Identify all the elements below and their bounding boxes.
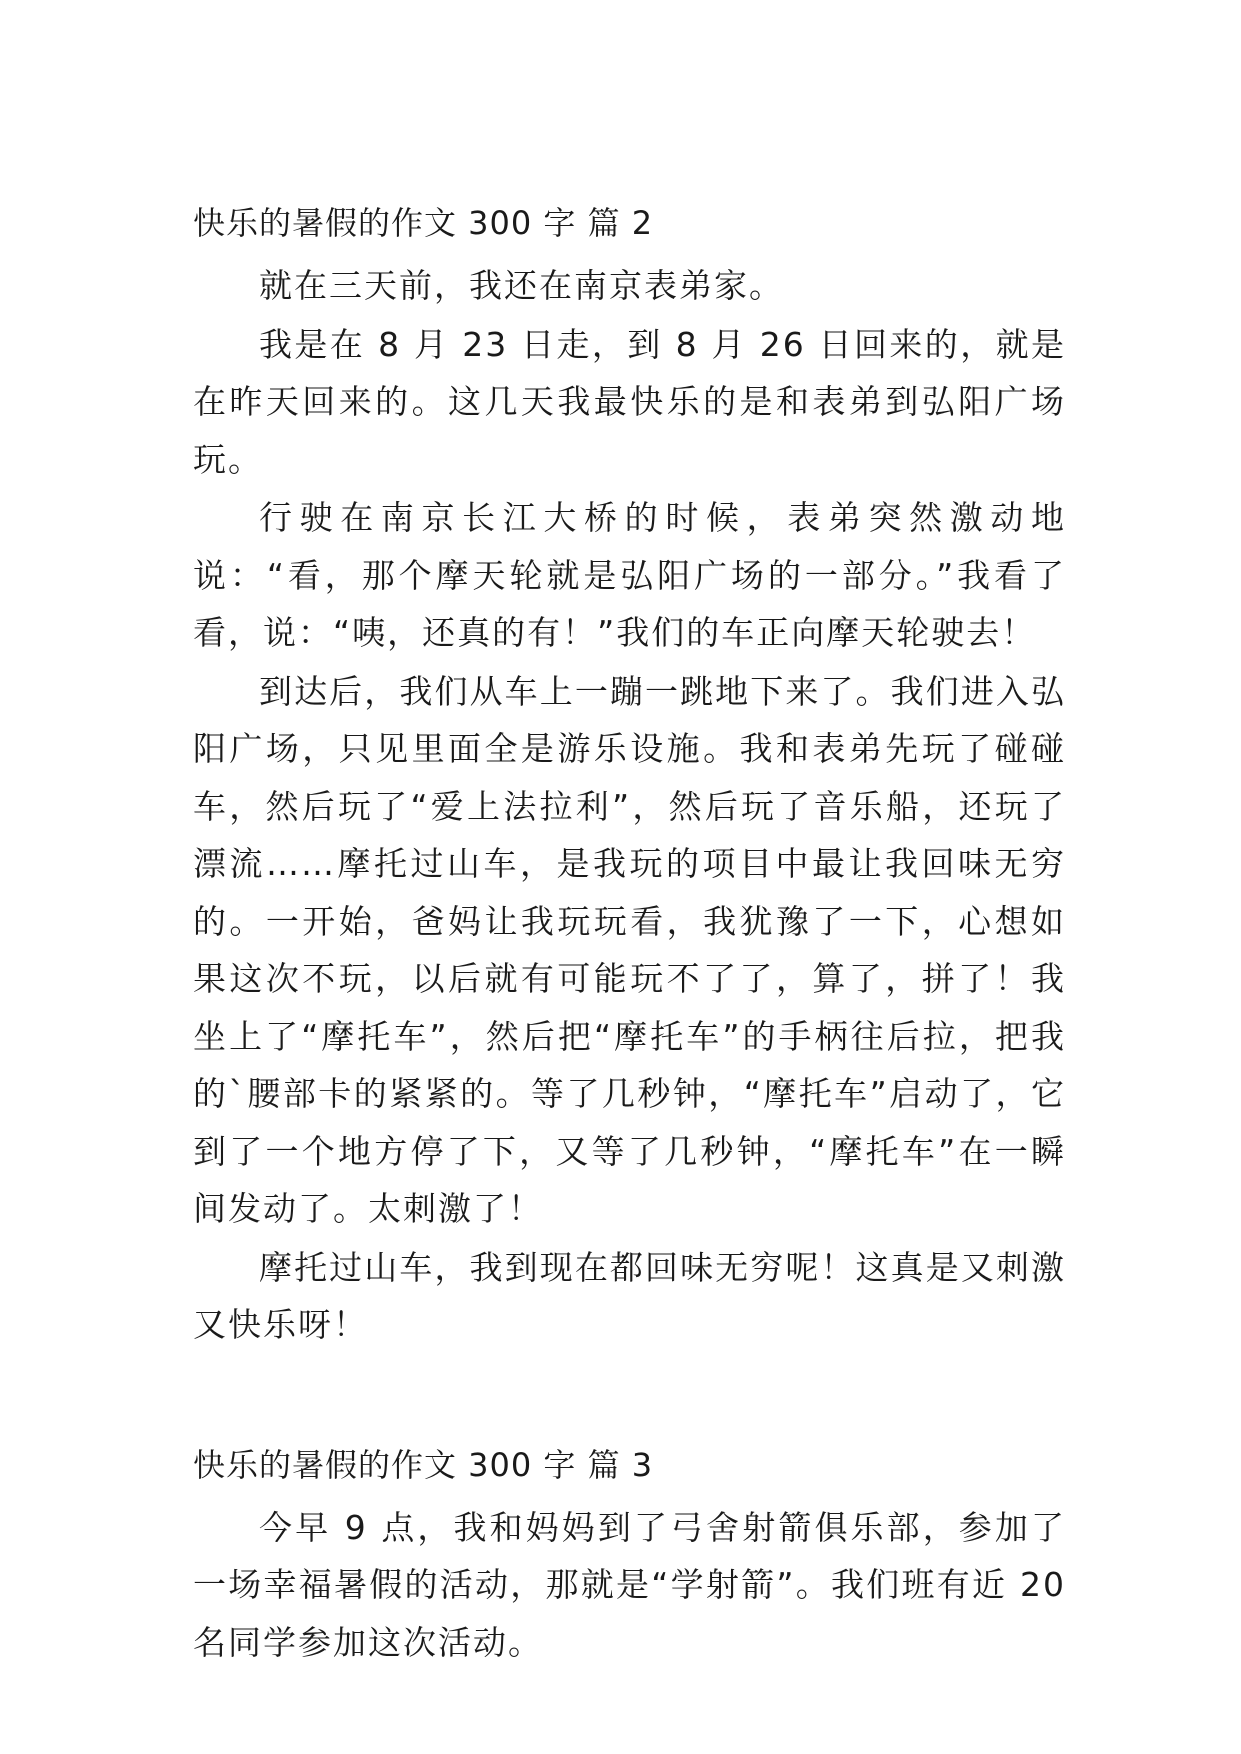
document-body: [193, 195, 1066, 1672]
section-heading: 快乐的暑假的作文 300 字 篇 3: [193, 1445, 654, 1484]
section-spacer: [193, 1355, 1066, 1437]
paragraph: 就在三天前，我还在南京表弟家。: [259, 266, 784, 305]
paragraph: 到达后，我们从车上一蹦一跳地下来了。我们进入弘阳广场，只见里面全是游乐设施。我和表弟先玩了碰碰车，然后玩了“爱上法拉利”，然后玩了音乐船，还玩了漂流……摩托过山车，是我玩的项目中最让我回味无穷的。一开始，爸妈让我玩玩看，我犹豫了一下，心想如果这次不玩，以后就有可能玩不了了，算了，拼了！我坐上了“摩托车”，然后把“摩托车”的手柄往后拉，把我的`腰部卡的紧紧的。等了几秒钟，“摩托车”启动了，它到了一个地方停了下，又等了几秒钟，“摩托车”在一瞬间发动了。太刺激了！: [193, 671, 1066, 1228]
section-heading: 快乐的暑假的作文 300 字 篇 2: [193, 204, 654, 242]
paragraph: 今早 9 点，我和妈妈到了弓舍射箭俱乐部，参加了一场幸福暑假的活动，那就是“学射箭”。我们班有近 20 名同学参加这次活动。: [193, 1507, 1066, 1662]
paragraph: 行驶在南京长江大桥的时候，表弟突然激动地说：“看，那个摩天轮就是弘阳广场的一部分。”我看了看，说：“咦，还真的有！”我们的车正向摩天轮驶去！: [193, 498, 1066, 652]
paragraph: 摩托过山车，我到现在都回味无穷呢！这真是又刺激又快乐呀！: [193, 1247, 1066, 1344]
paragraph: 我是在 8 月 23 日走，到 8 月 26 日回来的，就是在昨天回来的。这几天我最快乐的是和表弟到弘阳广场玩。: [193, 324, 1066, 479]
